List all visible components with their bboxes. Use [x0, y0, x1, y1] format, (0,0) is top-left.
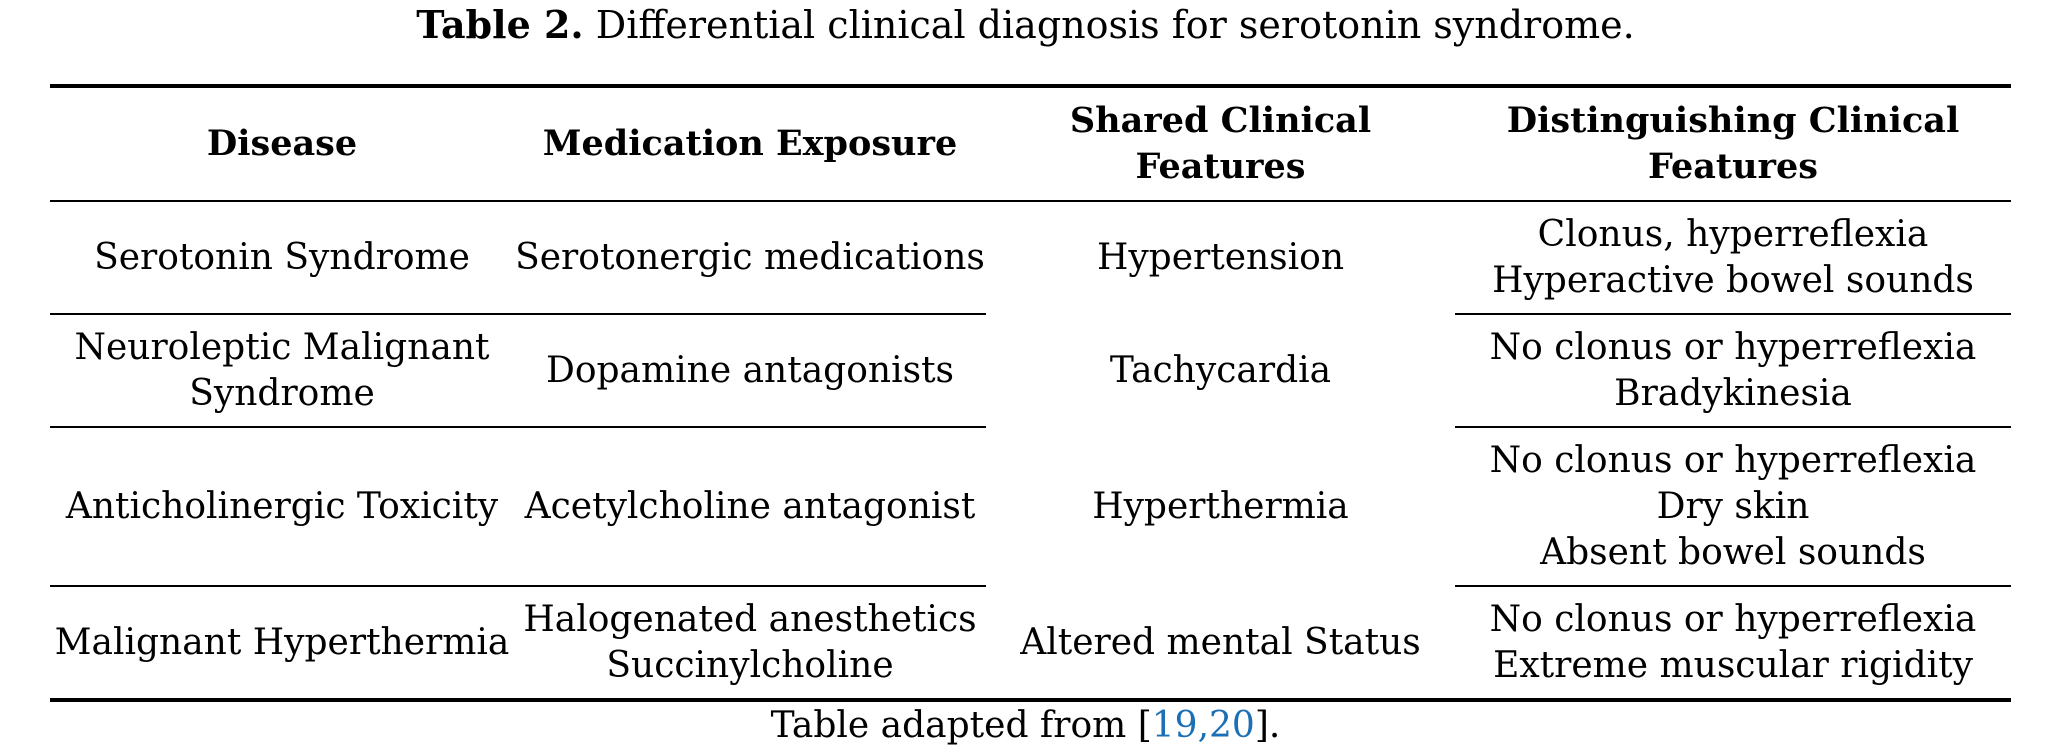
shared-feature-cell: Hypertension: [1096, 236, 1345, 278]
bottom-rule: [50, 698, 2011, 702]
disease-cell: Serotonin Syndrome: [94, 236, 470, 278]
distinguishing-cell: No clonus or hyperreflexia Bradykinesia: [1489, 326, 1977, 414]
shared-feature-cell: Altered mental Status: [1020, 621, 1421, 663]
disease-cell: Neuroleptic Malignant Syndrome: [74, 326, 490, 414]
medication-cell: Dopamine antagonists: [545, 349, 955, 391]
distinguishing-cell: Clonus, hyperreflexia Hyperactive bowel sounds: [1492, 213, 1974, 301]
disease-cell: Anticholinergic Toxicity: [65, 485, 499, 527]
medication-cell: Acetylcholine antagonist: [524, 485, 976, 527]
column-header: Disease: [206, 123, 358, 164]
distinguishing-cell: No clonus or hyperreflexia Dry skin Absent bowel sounds: [1489, 439, 1977, 573]
column-header: Distinguishing Clinical Features: [1506, 100, 1960, 187]
table-title: Differential clinical diagnosis for serotonin syndrome.: [595, 3, 1635, 47]
medication-cell: Halogenated anesthetics Succinylcholine: [523, 598, 977, 686]
column-header: Shared Clinical Features: [1069, 100, 1372, 187]
shared-feature-cell: Hyperthermia: [1092, 485, 1349, 527]
table-footnote: Table adapted from [19,20].: [770, 705, 1281, 746]
table-caption: [0, 0, 2051, 50]
disease-cell: Malignant Hyperthermia: [54, 621, 510, 663]
citation-link[interactable]: 19,20: [1151, 705, 1255, 746]
distinguishing-cell: No clonus or hyperreflexia Extreme muscular rigidity: [1489, 598, 1977, 686]
medication-cell: Serotonergic medications: [515, 236, 985, 278]
table-label: Table 2.: [416, 2, 584, 47]
column-header: Medication Exposure: [542, 123, 958, 164]
shared-feature-cell: Tachycardia: [1109, 349, 1332, 391]
